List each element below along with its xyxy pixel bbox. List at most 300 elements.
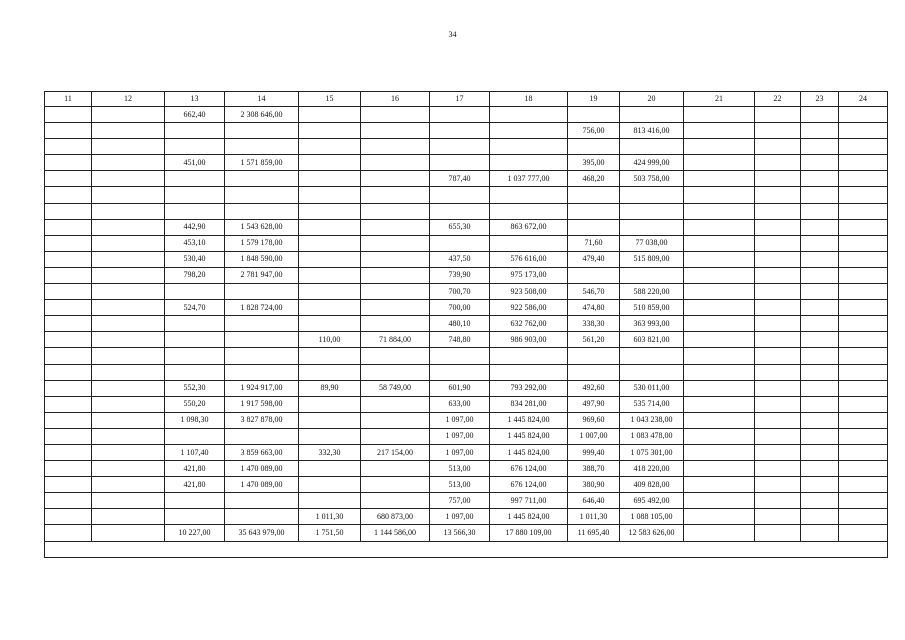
table-cell: 756,00	[568, 123, 620, 139]
table-cell	[684, 171, 755, 187]
table-cell: 480,10	[430, 316, 490, 332]
table-cell	[801, 316, 839, 332]
table-cell	[620, 348, 684, 364]
table-cell	[755, 412, 801, 428]
table-cell	[568, 187, 620, 203]
table-cell: 700,70	[430, 284, 490, 300]
table-cell	[490, 107, 568, 123]
table-cell: 969,60	[568, 412, 620, 428]
table-cell	[839, 267, 888, 283]
table-cell	[568, 107, 620, 123]
table-cell: 1 007,00	[568, 428, 620, 444]
table-cell	[45, 203, 92, 219]
table-cell	[801, 203, 839, 219]
table-cell	[839, 123, 888, 139]
table-cell: 530,40	[165, 251, 225, 267]
table-cell	[568, 364, 620, 380]
table-cell	[225, 123, 299, 139]
table-cell	[755, 493, 801, 509]
table-cell	[225, 139, 299, 155]
table-cell	[361, 461, 430, 477]
table-cell	[45, 187, 92, 203]
table-cell	[45, 412, 92, 428]
table-cell: 1 097,00	[430, 509, 490, 525]
table-cell	[568, 203, 620, 219]
table-cell	[684, 396, 755, 412]
data-table	[44, 91, 888, 558]
table-cell	[620, 267, 684, 283]
table-cell	[92, 123, 165, 139]
table-cell	[801, 364, 839, 380]
table-row	[45, 235, 888, 251]
table-cell	[92, 203, 165, 219]
table-cell	[684, 444, 755, 460]
table-cell: 1 107,40	[165, 444, 225, 460]
table-cell	[361, 107, 430, 123]
table-cell: 676 124,00	[490, 461, 568, 477]
table-cell: 110,00	[299, 332, 361, 348]
column-header: 13	[165, 92, 225, 107]
table-cell: 748,80	[430, 332, 490, 348]
table-cell	[568, 267, 620, 283]
table-cell	[165, 348, 225, 364]
table-cell	[299, 412, 361, 428]
table-cell	[755, 364, 801, 380]
table-cell	[839, 139, 888, 155]
table-cell: 550,20	[165, 396, 225, 412]
table-cell	[45, 396, 92, 412]
table-cell: 2 781 947,00	[225, 267, 299, 283]
table-cell	[801, 139, 839, 155]
table-cell	[839, 477, 888, 493]
table-cell	[684, 493, 755, 509]
table-cell	[755, 316, 801, 332]
table-cell	[165, 332, 225, 348]
table-cell	[299, 267, 361, 283]
table-cell: 503 758,00	[620, 171, 684, 187]
table-cell: 421,80	[165, 461, 225, 477]
table-cell	[568, 219, 620, 235]
table-cell	[755, 155, 801, 171]
table-cell	[92, 380, 165, 396]
table-cell	[755, 525, 801, 541]
table-cell	[45, 284, 92, 300]
table-cell	[684, 107, 755, 123]
table-row	[45, 509, 888, 525]
table-cell: 363 993,00	[620, 316, 684, 332]
table-cell	[361, 300, 430, 316]
table-cell	[92, 364, 165, 380]
table-cell: 10 227,00	[165, 525, 225, 541]
table-cell	[755, 171, 801, 187]
table-cell	[430, 155, 490, 171]
table-cell	[225, 428, 299, 444]
table-cell	[490, 139, 568, 155]
table-cell: 1 917 598,00	[225, 396, 299, 412]
table-cell: 468,20	[568, 171, 620, 187]
table-cell: 1 097,00	[430, 444, 490, 460]
table-cell: 380,90	[568, 477, 620, 493]
table-cell	[684, 187, 755, 203]
table-row	[45, 300, 888, 316]
table-cell: 793 292,00	[490, 380, 568, 396]
table-cell: 739,90	[430, 267, 490, 283]
table-cell	[225, 348, 299, 364]
table-cell: 700,00	[430, 300, 490, 316]
table-row	[45, 428, 888, 444]
table-cell	[299, 364, 361, 380]
table-cell	[490, 123, 568, 139]
table-cell	[361, 316, 430, 332]
table-cell: 603 821,00	[620, 332, 684, 348]
table-cell	[92, 187, 165, 203]
table-cell	[92, 444, 165, 460]
column-header: 19	[568, 92, 620, 107]
table-cell: 1 470 089,00	[225, 477, 299, 493]
table-cell	[299, 300, 361, 316]
table-row	[45, 412, 888, 428]
table-row	[45, 251, 888, 267]
table-cell	[801, 412, 839, 428]
table-cell	[755, 123, 801, 139]
table-cell: 1 445 824,00	[490, 509, 568, 525]
table-cell: 453,10	[165, 235, 225, 251]
table-cell	[92, 300, 165, 316]
table-cell	[801, 477, 839, 493]
table-row	[45, 171, 888, 187]
table-cell	[92, 412, 165, 428]
table-cell	[801, 332, 839, 348]
table-row	[45, 123, 888, 139]
table-cell	[839, 509, 888, 525]
table-cell	[755, 267, 801, 283]
table-cell	[45, 380, 92, 396]
table-cell	[801, 235, 839, 251]
table-cell	[299, 139, 361, 155]
column-header: 23	[801, 92, 839, 107]
table-cell: 646,40	[568, 493, 620, 509]
table-cell	[755, 509, 801, 525]
table-cell	[801, 461, 839, 477]
table-cell	[361, 284, 430, 300]
table-cell: 58 749,00	[361, 380, 430, 396]
table-cell	[755, 348, 801, 364]
table-cell	[801, 219, 839, 235]
table-cell	[839, 444, 888, 460]
table-cell	[361, 348, 430, 364]
table-cell	[490, 187, 568, 203]
table-cell: 388,70	[568, 461, 620, 477]
table-cell: 13 566,30	[430, 525, 490, 541]
table-cell	[45, 300, 92, 316]
table-cell: 695 492,00	[620, 493, 684, 509]
table-cell	[755, 477, 801, 493]
table-cell	[839, 412, 888, 428]
table-cell	[684, 332, 755, 348]
table-cell	[839, 187, 888, 203]
table-cell	[839, 251, 888, 267]
table-cell	[620, 139, 684, 155]
table-cell: 655,30	[430, 219, 490, 235]
table-cell: 1 470 089,00	[225, 461, 299, 477]
table-cell	[755, 203, 801, 219]
table-cell: 1 445 824,00	[490, 412, 568, 428]
table-cell	[299, 396, 361, 412]
table-cell	[92, 316, 165, 332]
table-cell	[45, 267, 92, 283]
table-cell: 552,30	[165, 380, 225, 396]
table-cell	[361, 235, 430, 251]
table-cell	[490, 364, 568, 380]
column-header: 12	[92, 92, 165, 107]
table-cell: 1 579 178,00	[225, 235, 299, 251]
table-cell: 409 828,00	[620, 477, 684, 493]
table-cell: 513,00	[430, 477, 490, 493]
table-cell: 12 583 626,00	[620, 525, 684, 541]
table-cell	[299, 461, 361, 477]
table-cell	[430, 348, 490, 364]
table-cell	[801, 300, 839, 316]
table-cell	[839, 493, 888, 509]
table-cell: 632 762,00	[490, 316, 568, 332]
table-cell: 492,60	[568, 380, 620, 396]
table-cell	[45, 428, 92, 444]
table-cell	[92, 428, 165, 444]
table-cell	[299, 107, 361, 123]
table-row	[45, 364, 888, 380]
table-cell	[620, 364, 684, 380]
table-cell	[225, 187, 299, 203]
table-cell	[801, 284, 839, 300]
table-cell	[45, 107, 92, 123]
table-cell	[165, 123, 225, 139]
column-header: 18	[490, 92, 568, 107]
column-header: 22	[755, 92, 801, 107]
table-cell	[839, 219, 888, 235]
table-row	[45, 332, 888, 348]
table-row	[45, 187, 888, 203]
table-cell	[490, 203, 568, 219]
table-cell: 89,90	[299, 380, 361, 396]
table-cell	[490, 155, 568, 171]
table-cell	[755, 251, 801, 267]
table-row	[45, 284, 888, 300]
table-cell	[684, 461, 755, 477]
table-cell	[568, 139, 620, 155]
table-cell	[801, 171, 839, 187]
table-cell	[45, 123, 92, 139]
table-cell	[92, 461, 165, 477]
table-cell	[755, 444, 801, 460]
table-cell	[45, 332, 92, 348]
table-cell: 451,00	[165, 155, 225, 171]
table-cell	[165, 364, 225, 380]
table-row	[45, 525, 888, 541]
table-cell: 834 281,00	[490, 396, 568, 412]
table-cell	[92, 155, 165, 171]
table-cell	[45, 509, 92, 525]
table-cell: 1 924 917,00	[225, 380, 299, 396]
table-cell: 3 859 663,00	[225, 444, 299, 460]
table-cell	[684, 284, 755, 300]
table-cell: 1 751,50	[299, 525, 361, 541]
table-cell	[839, 525, 888, 541]
table-cell	[684, 300, 755, 316]
table-cell: 1 144 586,00	[361, 525, 430, 541]
table-cell: 986 903,00	[490, 332, 568, 348]
table-cell	[684, 509, 755, 525]
table-cell	[299, 316, 361, 332]
table-cell	[165, 509, 225, 525]
table-cell	[684, 235, 755, 251]
table-cell	[839, 348, 888, 364]
table-cell: 515 809,00	[620, 251, 684, 267]
table-cell	[299, 493, 361, 509]
table-cell	[684, 123, 755, 139]
table-cell	[225, 284, 299, 300]
table-cell: 662,40	[165, 107, 225, 123]
table-cell	[92, 509, 165, 525]
table-cell	[839, 300, 888, 316]
table-cell	[45, 444, 92, 460]
table-cell	[45, 477, 92, 493]
table-cell	[839, 461, 888, 477]
table-cell	[45, 493, 92, 509]
table-cell	[299, 235, 361, 251]
table-cell	[684, 477, 755, 493]
table-cell	[755, 396, 801, 412]
table-cell	[165, 284, 225, 300]
column-header: 20	[620, 92, 684, 107]
table-cell	[299, 284, 361, 300]
table-cell	[299, 123, 361, 139]
table-cell	[45, 219, 92, 235]
table-row	[45, 107, 888, 123]
table-cell	[45, 348, 92, 364]
table-cell	[801, 348, 839, 364]
table-cell	[684, 316, 755, 332]
table-cell: 1 543 628,00	[225, 219, 299, 235]
table-cell	[92, 235, 165, 251]
table-cell	[430, 364, 490, 380]
table-cell	[92, 267, 165, 283]
table-header-row	[45, 92, 888, 107]
table-cell: 535 714,00	[620, 396, 684, 412]
table-cell	[801, 251, 839, 267]
table-cell	[361, 123, 430, 139]
table-cell	[225, 364, 299, 380]
column-header: 17	[430, 92, 490, 107]
table-cell	[755, 300, 801, 316]
table-cell	[92, 107, 165, 123]
table-cell	[299, 187, 361, 203]
table-cell	[45, 316, 92, 332]
table-cell	[299, 477, 361, 493]
table-cell: 474,80	[568, 300, 620, 316]
table-cell	[755, 461, 801, 477]
table-cell	[92, 525, 165, 541]
table-cell	[92, 332, 165, 348]
table-cell	[225, 509, 299, 525]
table-cell: 999,40	[568, 444, 620, 460]
column-header: 11	[45, 92, 92, 107]
table-cell: 588 220,00	[620, 284, 684, 300]
table-cell: 2 308 646,00	[225, 107, 299, 123]
table-cell: 71,60	[568, 235, 620, 251]
table-cell: 561,20	[568, 332, 620, 348]
table-cell	[165, 171, 225, 187]
table-cell	[45, 461, 92, 477]
table-cell: 11 695,40	[568, 525, 620, 541]
table-cell	[225, 171, 299, 187]
table-cell	[684, 412, 755, 428]
table-cell	[490, 348, 568, 364]
table-cell: 1 011,30	[568, 509, 620, 525]
table-cell	[92, 396, 165, 412]
table-cell	[839, 380, 888, 396]
table-cell	[45, 251, 92, 267]
table-footer-cell	[45, 541, 888, 557]
table-cell	[755, 380, 801, 396]
table-cell: 680 873,00	[361, 509, 430, 525]
table-cell: 923 508,00	[490, 284, 568, 300]
table-cell: 497,90	[568, 396, 620, 412]
table-cell	[92, 493, 165, 509]
table-cell: 530 011,00	[620, 380, 684, 396]
table-cell	[684, 364, 755, 380]
table-cell	[361, 219, 430, 235]
table-row	[45, 348, 888, 364]
table-row	[45, 477, 888, 493]
table-row	[45, 219, 888, 235]
table-cell	[361, 396, 430, 412]
table-cell	[801, 267, 839, 283]
table-cell	[620, 187, 684, 203]
table-row	[45, 267, 888, 283]
table-cell	[361, 251, 430, 267]
table-cell	[45, 235, 92, 251]
table-cell: 217 154,00	[361, 444, 430, 460]
table-cell	[620, 107, 684, 123]
table-cell	[801, 187, 839, 203]
table-row	[45, 203, 888, 219]
table-cell	[801, 123, 839, 139]
table-cell	[92, 251, 165, 267]
table-cell: 418 220,00	[620, 461, 684, 477]
table-cell: 1 571 859,00	[225, 155, 299, 171]
table-cell: 395,00	[568, 155, 620, 171]
table-cell	[755, 428, 801, 444]
table-cell: 798,20	[165, 267, 225, 283]
table-cell: 863 672,00	[490, 219, 568, 235]
table-cell	[839, 316, 888, 332]
table-cell: 17 880 109,00	[490, 525, 568, 541]
table-cell	[839, 171, 888, 187]
table-cell: 1 037 777,00	[490, 171, 568, 187]
table-cell	[839, 155, 888, 171]
table-row	[45, 396, 888, 412]
table-cell	[361, 428, 430, 444]
table-cell: 922 586,00	[490, 300, 568, 316]
table-cell	[92, 348, 165, 364]
table-cell	[801, 428, 839, 444]
table-cell	[490, 235, 568, 251]
table-cell	[45, 139, 92, 155]
table-cell: 479,40	[568, 251, 620, 267]
table-cell: 813 416,00	[620, 123, 684, 139]
table-cell	[361, 203, 430, 219]
table-cell	[430, 139, 490, 155]
